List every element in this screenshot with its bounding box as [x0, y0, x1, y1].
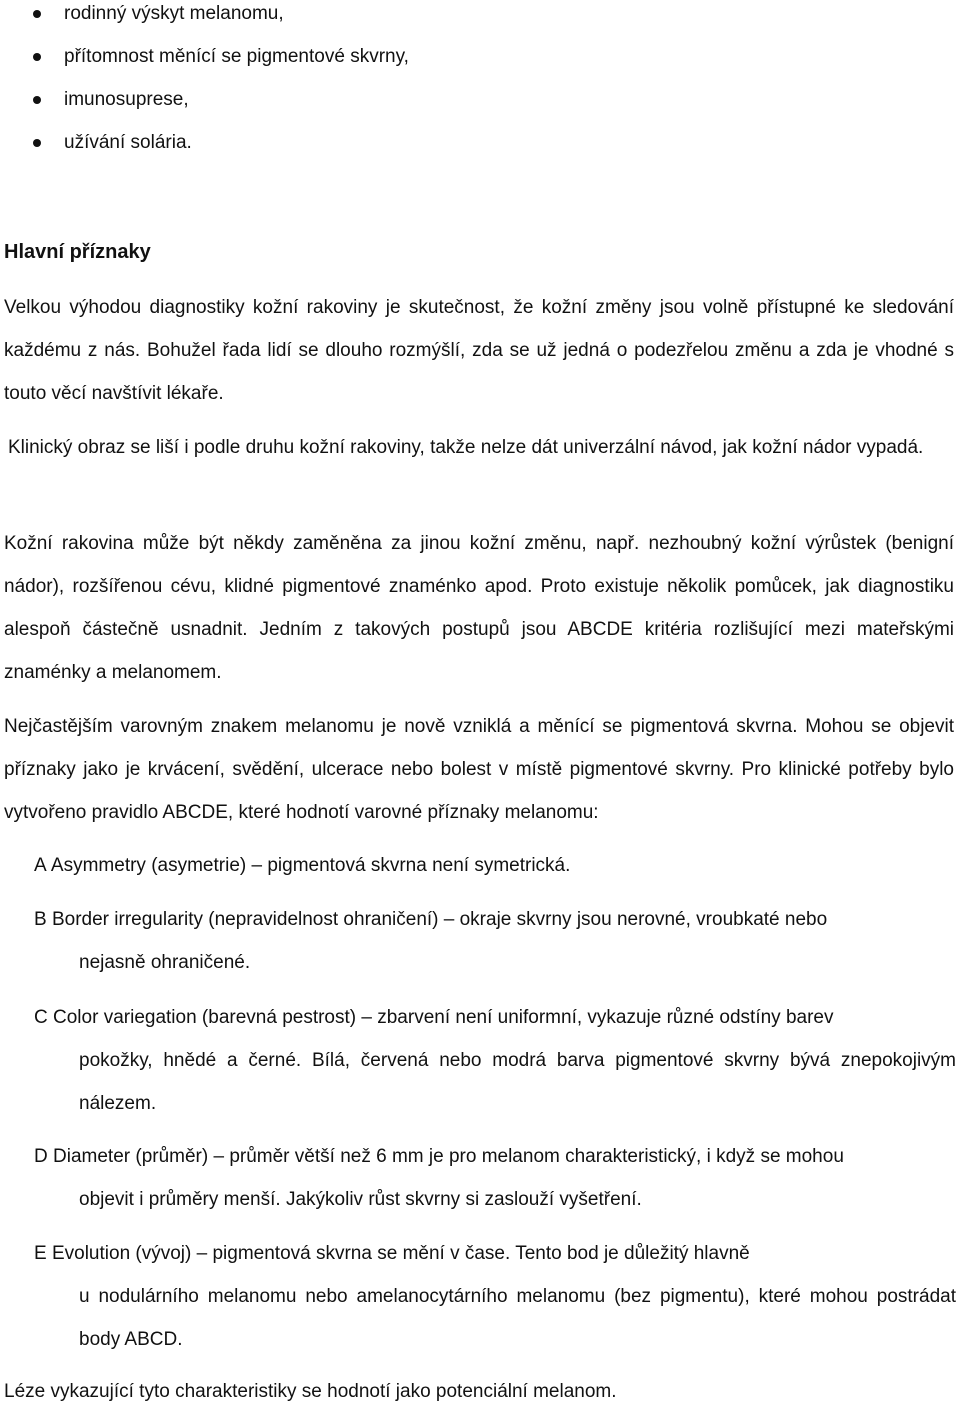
criterion-continuation: objevit i průměry menší. Jakýkoliv růst skvrny si zaslouží vyšetření.: [79, 1189, 642, 1210]
criterion-continuation: nejasně ohraničené.: [79, 952, 251, 973]
criterion-b: [34, 898, 956, 984]
criterion-text: Border irregularity (nepravidelnost ohraničení) – okraje skvrny jsou nerovné, vroubkaté nebo: [51, 909, 828, 930]
list-item: imunosuprese,: [0, 86, 960, 129]
criterion-continuation: pokožky, hnědé a černé. Bílá, červená nebo modrá barva pigmentové skvrny bývá znepokojivým nálezem.: [79, 1050, 956, 1114]
paragraph-warning-signs: Nejčastějším varovným znakem melanomu je nově vzniklá a měnící se pigmentová skvrna. Mohou se objevit příznaky jako je krvácení, svědění, ulcerace nebo bolest v místě pigmentové skvrny. Pro klinické potřeby bylo vytvořeno pravidlo ABCDE, které hodnotí varovné příznaky melanomu:: [4, 716, 954, 823]
criterion-letter: C: [34, 1007, 48, 1028]
list-item: užívání solária.: [0, 129, 960, 172]
criterion-letter: B: [34, 909, 47, 930]
paragraph-diagnostics: Velkou výhodou diagnostiky kožní rakoviny je skutečnost, že kožní změny jsou volně přístupné ke sledování každému z nás. Bohužel řada lidí se dlouho rozmýšlí, zda se už jedná o podezřelou změnu a zda je vhodné s touto věcí navštívit lékaře.: [4, 297, 954, 404]
list-item: rodinný výskyt melanomu,: [0, 0, 960, 43]
criterion-text: Asymmetry (asymetrie) – pigmentová skvrna není symetrická.: [50, 855, 571, 876]
paragraph-confusion: Kožní rakovina může být někdy zaměněna za jinou kožní změnu, např. nezhoubný kožní výrůstek (benigní nádor), rozšířenou cévu, klidné pigmentové znaménko apod. Proto existuje několik pomůcek, jak diagnostiku alespoň částečně usnadnit. Jedním z takových postupů jsou ABCDE kritéria rozlišující mezi mateřskými znaménky a melanomem.: [4, 533, 954, 683]
criterion-text: Evolution (vývoj) – pigmentová skvrna se mění v čase. Tento bod je důležitý hlavně: [51, 1243, 750, 1264]
paragraph-clinical-picture: Klinický obraz se liší i podle druhu kožní rakoviny, takže nelze dát univerzální návod, jak kožní nádor vypadá.: [8, 437, 924, 458]
criterion-letter: E: [34, 1243, 47, 1264]
criterion-d: [34, 1135, 956, 1221]
criterion-c: [34, 996, 956, 1125]
section-heading: Hlavní příznaky: [4, 241, 151, 263]
criterion-letter: D: [34, 1146, 48, 1167]
paragraph-closing: Léze vykazující tyto charakteristiky se hodnotí jako potenciální melanom.: [4, 1381, 617, 1402]
risk-factor-list: [0, 0, 960, 172]
criterion-a: [34, 844, 956, 887]
criterion-continuation: u nodulárního melanomu nebo amelanocytárního melanomu (bez pigmentu), které mohou postrádat body ABCD.: [79, 1286, 956, 1350]
criterion-letter: A: [34, 855, 47, 876]
criterion-e: [34, 1232, 956, 1361]
list-item: přítomnost měnící se pigmentové skvrny,: [0, 43, 960, 86]
criterion-text: Color variegation (barevná pestrost) – zbarvení není uniformní, vykazuje různé odstíny barev: [53, 1007, 834, 1028]
criterion-text: Diameter (průměr) – průměr větší než 6 mm je pro melanom charakteristický, i když se mohou: [53, 1146, 844, 1167]
